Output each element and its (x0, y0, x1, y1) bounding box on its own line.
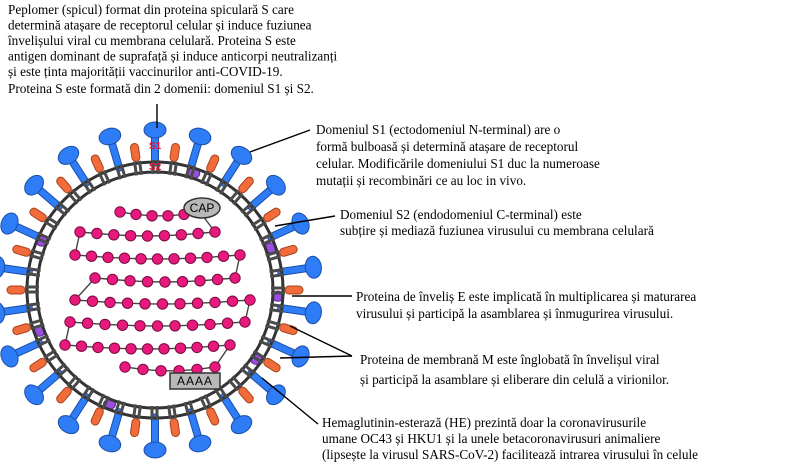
nucleocapsid-bead (120, 362, 130, 372)
nucleocapsid-bead (177, 277, 187, 287)
nucleocapsid-bead (117, 320, 127, 330)
he-line: Hemaglutinin-esterază (HE) prezintă doar la coronavirusurile (322, 415, 647, 430)
nucleocapsid-bead (76, 341, 86, 351)
s2-text (340, 207, 654, 238)
nucleocapsid-bead (147, 211, 157, 221)
nucleocapsid-bead (86, 251, 96, 261)
he-protein (55, 386, 73, 405)
nucleocapsid-bead (225, 340, 235, 350)
he-protein (237, 386, 255, 405)
he-protein (55, 176, 73, 195)
peplomer-line: antigen dominant de suprafață și induce anticorpi neutralizanți (8, 48, 338, 64)
virion (0, 122, 323, 458)
envelope-e-line: Proteina de înveliș E este implicată în multiplicarea și maturarea (356, 289, 697, 304)
nucleocapsid-bead (205, 319, 215, 329)
nucleocapsid-bead (202, 252, 212, 262)
peplomer-line: Proteina S este formată din 2 domenii: domeniul S1 și S2. (8, 81, 314, 96)
spike-protein (144, 414, 166, 458)
nucleocapsid-bead (175, 299, 185, 309)
nucleocapsid-bead (210, 297, 220, 307)
nucleocapsid-bead (142, 344, 152, 354)
nucleocapsid-bead (65, 317, 75, 327)
nucleocapsid-bead (135, 321, 145, 331)
nucleocapsid-bead (218, 251, 228, 261)
he-protein (285, 286, 303, 294)
nucleocapsid-bead (227, 296, 237, 306)
membrane-m-text (360, 352, 669, 387)
nucleocapsid-bead (122, 298, 132, 308)
nucleocapsid-bead (138, 364, 148, 374)
s2-line: Domeniul S2 (endodomeniul C-terminal) este (340, 207, 582, 222)
nucleocapsid-bead (240, 317, 250, 327)
nucleocapsid-bead (131, 209, 141, 219)
nucleocapsid-bead (136, 254, 146, 264)
nucleocapsid-bead (156, 366, 166, 376)
nucleocapsid-bead (100, 319, 110, 329)
cap-structure (184, 198, 220, 218)
s1-line: mutații și recombinări ce au loc in vivo. (316, 173, 527, 188)
nucleocapsid-bead (157, 299, 167, 309)
cap-label: CAP (189, 201, 215, 215)
nucleocapsid-bead (92, 228, 102, 238)
nucleocapsid-bead (90, 273, 100, 283)
nucleocapsid-bead (109, 343, 119, 353)
he-protein (279, 244, 299, 257)
nucleocapsid-bead (119, 253, 129, 263)
nucleocapsid-bead (75, 227, 85, 237)
nucleocapsid-bead (170, 321, 180, 331)
nucleocapsid-bead (60, 340, 70, 350)
nucleocapsid-bead (195, 276, 205, 286)
s1-line: Domeniul S1 (ectodomeniul N-terminal) are o (316, 122, 561, 137)
nucleocapsid-bead (82, 318, 92, 328)
nucleocapsid-bead (169, 254, 179, 264)
viral-envelope-inner (37, 172, 273, 408)
nucleocapsid-bead (235, 250, 245, 260)
nucleocapsid-bead (115, 207, 125, 217)
peplomer-line: Peplomer (spicul) format din proteina spiculară S care (8, 2, 294, 17)
s2-mark: S2 (149, 162, 162, 173)
nucleocapsid-bead (109, 230, 119, 240)
nucleocapsid-bead (212, 274, 222, 284)
he-protein (130, 143, 140, 162)
s1-mark: S1 (149, 141, 162, 152)
nucleocapsid-bead (210, 227, 220, 237)
nucleocapsid-bead (125, 276, 135, 286)
he-protein (90, 407, 105, 427)
nucleocapsid-bead (163, 211, 173, 221)
he-protein (12, 244, 32, 257)
s1-line: formă bulboasă și determină atașare de receptorul (316, 139, 579, 154)
he-protein (262, 207, 281, 223)
he-protein (28, 207, 47, 223)
nucleocapsid-bead (230, 273, 240, 283)
he-line: umane OC43 și HKU1 și la unele betacoronavirusuri animaliere (322, 431, 661, 446)
nucleocapsid-bead (87, 296, 97, 306)
nucleocapsid-bead (103, 252, 113, 262)
envelope-e-line: virusului și participă la asamblarea și înmugurirea virusului. (356, 306, 674, 321)
nucleocapsid-bead (187, 320, 197, 330)
polya-label: AAAA (176, 374, 214, 388)
nucleocapsid-bead (193, 228, 203, 238)
he-protein (130, 418, 140, 437)
nucleocapsid-bead (152, 254, 162, 264)
peplomer-line: învelișului viral cu membrana celulară. Proteina S este (8, 33, 296, 48)
membrane-m-line: Proteina de membrană M este înglobată în învelișul viral (360, 352, 660, 367)
nucleocapsid-bead (126, 344, 136, 354)
he-protein (205, 407, 220, 427)
nucleocapsid-bead (152, 321, 162, 331)
polya-tail (170, 373, 220, 389)
envelope-e-text (356, 289, 700, 321)
peplomer-line: și este ținta majorității vaccinurilor anti-COVID-19. (8, 64, 283, 79)
he-protein (170, 418, 180, 437)
membrane-m-line: și participă la asamblare și eliberare din celulă a virionilor. (360, 372, 670, 387)
nucleocapsid-bead (159, 344, 169, 354)
nucleocapsid-bead (192, 298, 202, 308)
peplomer-line: determină atașare de receptorul celular și induce fuziunea (8, 17, 312, 33)
he-line: (lipsește la virusul SARS-CoV-2) facilitează intrarea virusului în celule (322, 447, 698, 462)
nucleocapsid-bead (208, 341, 218, 351)
nucleocapsid-bead (160, 277, 170, 287)
he-protein (237, 176, 255, 195)
nucleocapsid-bead (142, 277, 152, 287)
nucleocapsid-bead (93, 342, 103, 352)
he-protein (262, 357, 281, 373)
peplomer-text (7, 2, 341, 96)
leader-s1 (250, 130, 310, 152)
nucleocapsid-bead (140, 299, 150, 309)
nucleocapsid-bead (142, 231, 152, 241)
he-protein (28, 357, 47, 373)
nucleocapsid-bead (176, 230, 186, 240)
nucleocapsid-bead (245, 295, 255, 305)
nucleocapsid-bead (70, 295, 80, 305)
nucleocapsid-bead (70, 250, 80, 260)
he-text (322, 415, 698, 462)
s2-line: subțire și mediază fuziunea virusului cu membrana celulară (340, 223, 654, 238)
he-protein (205, 154, 220, 174)
nucleocapsid-bead (159, 231, 169, 241)
he-protein (12, 323, 32, 336)
nucleocapsid-bead (107, 274, 117, 284)
nucleocapsid-bead (185, 253, 195, 263)
nucleocapsid-bead (192, 342, 202, 352)
nucleocapsid-bead (222, 318, 232, 328)
s1-text (316, 122, 603, 188)
nucleocapsid-bead (105, 297, 115, 307)
nucleocapsid-bead (210, 362, 220, 372)
he-protein (90, 154, 105, 174)
s1-line: celular. Modificările domeniului S1 duc la numeroase (316, 156, 600, 171)
nucleocapsid-bead (125, 231, 135, 241)
he-protein (7, 286, 25, 294)
nucleocapsid-bead (175, 343, 185, 353)
he-protein (170, 143, 180, 162)
